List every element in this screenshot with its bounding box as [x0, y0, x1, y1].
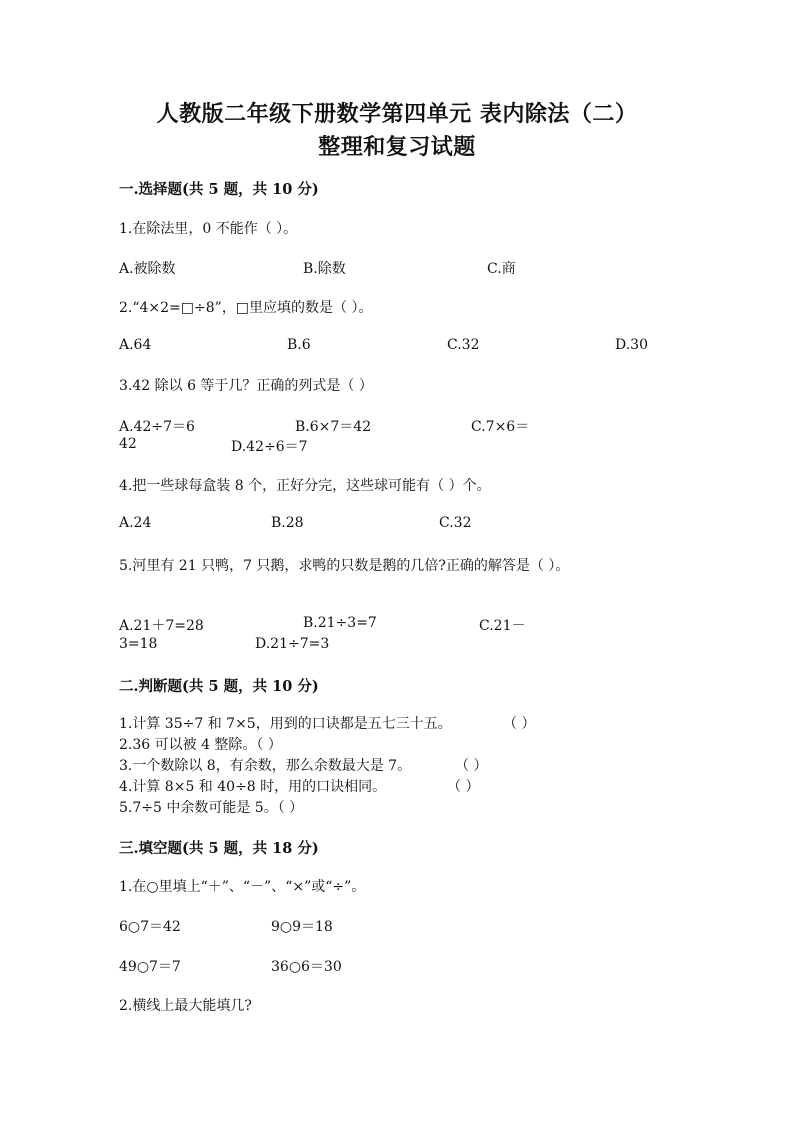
- question-stem: 2.横线上最大能填几?: [119, 998, 252, 1014]
- judgement-item: 1.计算 35÷7 和 7×5，用到的口诀都是五七三十五。: [119, 716, 452, 732]
- option-a: A.21＋7=28: [119, 618, 204, 634]
- option-a: A.64: [119, 337, 152, 353]
- option-b: B.6: [287, 337, 311, 353]
- equation-blank: 9○9＝18: [271, 919, 333, 935]
- option-b: B.28: [271, 515, 304, 531]
- option-d: D.30: [615, 337, 648, 353]
- option-d: D.21÷7=3: [255, 636, 330, 652]
- equation-blank: 6○7＝42: [119, 919, 181, 935]
- judgement-item: 5.7÷5 中余数可能是 5。（ ）: [119, 800, 304, 816]
- question-stem: 1.在○里填上“＋”、“－”、“×”或“÷”。: [119, 879, 366, 895]
- option-a: A.被除数: [119, 261, 176, 277]
- option-c: C.商: [487, 261, 516, 277]
- answer-blank: （ ）: [455, 758, 488, 774]
- question-stem: 3.42 除以 6 等于几？正确的列式是（ ）: [119, 378, 373, 394]
- option-b: B.除数: [303, 261, 346, 277]
- option-c: C.21－: [479, 618, 526, 634]
- section-heading-judgement: 二.判断题(共 5 题，共 10 分): [119, 678, 319, 695]
- option-a: A.42÷7＝6: [119, 419, 195, 435]
- option-b: B.6×7＝42: [295, 419, 372, 435]
- question-stem: 4.把一些球每盒装 8 个，正好分完，这些球可能有（ ）个。: [119, 478, 491, 494]
- document-subtitle: 整理和复习试题: [318, 134, 476, 160]
- option-b: B.21÷3=7: [303, 615, 377, 631]
- question-stem: 1.在除法里，0 不能作（ ）。: [119, 221, 298, 237]
- document-title: 人教版二年级下册数学第四单元 表内除法（二）: [156, 101, 638, 127]
- answer-blank: （ ）: [447, 779, 480, 795]
- question-stem: 5.河里有 21 只鸭，7 只鹅，求鸭的只数是鹅的几倍?正确的解答是（ ）。: [119, 558, 570, 574]
- equation-blank: 36○6＝30: [271, 959, 342, 975]
- equation-blank: 49○7＝7: [119, 959, 181, 975]
- question-stem: 2.“4×2=□÷8”，□里应填的数是（ ）。: [119, 300, 373, 316]
- option-c: C.32: [439, 515, 472, 531]
- option-c-continued: 42: [119, 436, 137, 452]
- judgement-item: 2.36 可以被 4 整除。（ ）: [119, 737, 282, 753]
- option-d: D.42÷6＝7: [231, 439, 308, 455]
- option-a: A.24: [119, 515, 152, 531]
- section-heading-fill-in: 三.填空题(共 5 题，共 18 分): [119, 840, 319, 857]
- option-c-continued: 3=18: [119, 636, 158, 652]
- judgement-item: 4.计算 8×5 和 40÷8 时，用的口诀相同。: [119, 779, 387, 795]
- section-heading-choice: 一.选择题(共 5 题，共 10 分): [119, 181, 319, 198]
- judgement-item: 3.一个数除以 8，有余数，那么余数最大是 7。: [119, 758, 412, 774]
- option-c: C.7×6＝: [471, 419, 530, 435]
- answer-blank: （ ）: [503, 716, 536, 732]
- option-c: C.32: [447, 337, 480, 353]
